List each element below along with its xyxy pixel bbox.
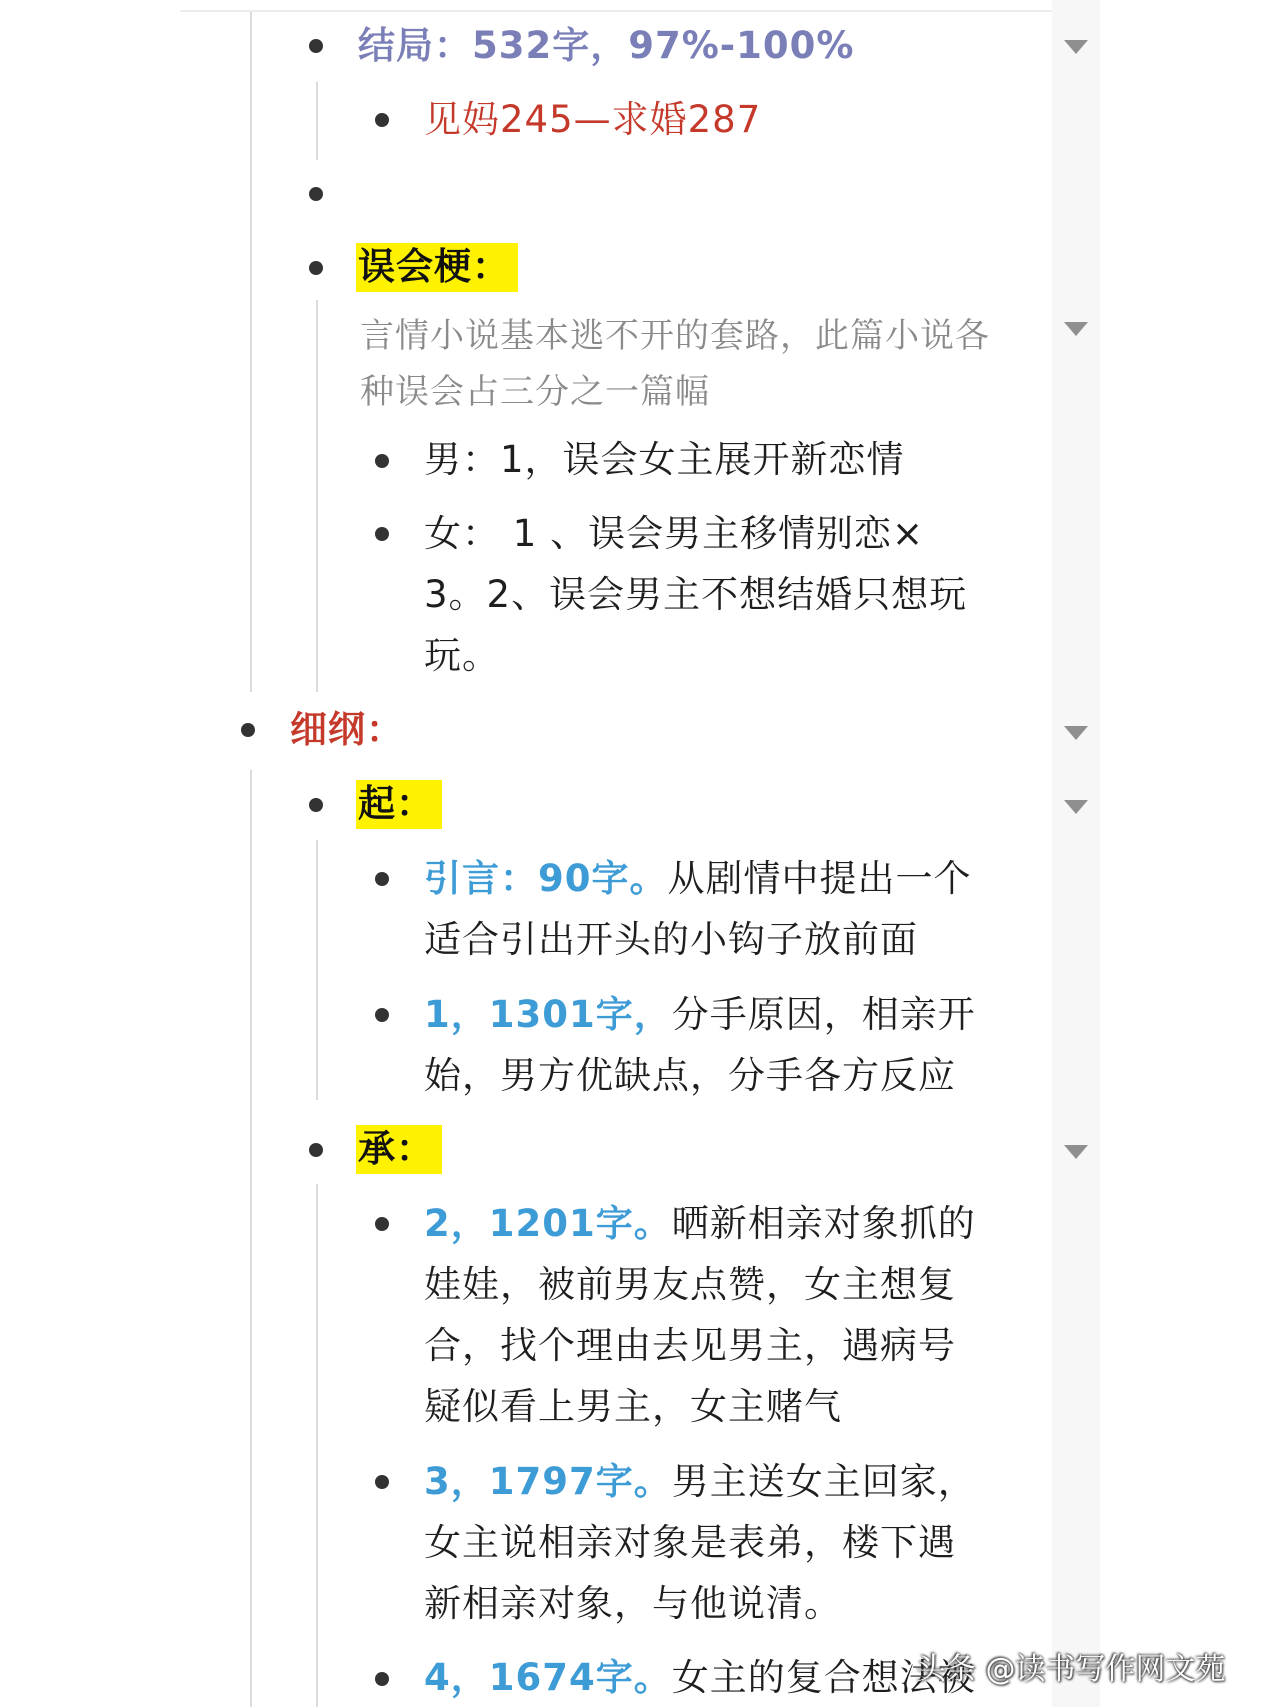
caret-down-icon[interactable]	[1064, 800, 1088, 814]
guide-line-detail	[250, 770, 252, 1707]
collapse-gutter	[1052, 0, 1100, 1707]
chapter-1-text: 分手原因，相亲开	[671, 993, 976, 1036]
female-item-line: 3。2、误会男主不想结婚只想玩	[424, 573, 968, 616]
intro-text-line: 适合引出开头的小钩子放前面	[424, 918, 918, 961]
bullet-dot	[375, 113, 389, 127]
chapter-4-text: 女主的复合想法被	[671, 1656, 976, 1699]
chapter-4-item[interactable]	[424, 1648, 976, 1708]
caret-down-icon[interactable]	[1064, 40, 1088, 54]
chapter-2-text-line: 疑似看上男主，女主赌气	[424, 1385, 842, 1428]
bullet-dot	[375, 1217, 389, 1231]
bullet-dot	[375, 1475, 389, 1489]
caret-down-icon[interactable]	[1064, 1145, 1088, 1159]
chapter-2-text-line: 娃娃，被前男友点赞，女主想复	[424, 1263, 956, 1306]
top-divider	[180, 10, 1100, 12]
caret-down-icon[interactable]	[1064, 322, 1088, 336]
chapter-3-text: 男主送女主回家，	[671, 1460, 976, 1503]
chapter-2-text: 晒新相亲对象抓的	[671, 1202, 976, 1245]
bullet-dot	[375, 872, 389, 886]
guide-line-qi	[316, 840, 318, 1100]
chapter-1-text-line: 始，男方优缺点，分手各方反应	[424, 1054, 956, 1097]
chapter-2-text-line: 合，找个理由去见男主，遇病号	[424, 1324, 956, 1367]
chapter-3-text-line: 女主说相亲对象是表弟，楼下遇	[424, 1521, 956, 1564]
bullet-dot	[241, 723, 255, 737]
note-line: 种误会占三分之一篇幅	[360, 372, 710, 412]
ending-node[interactable]: 结局：532字，97%-100%	[358, 24, 855, 67]
chapter-2-prefix: 2，1201字。	[424, 1202, 672, 1245]
bullet-dot	[309, 187, 323, 201]
chapter-3-item[interactable]	[424, 1452, 976, 1512]
ending-sub-node[interactable]: 见妈245—求婚287	[424, 98, 762, 141]
intro-prefix: 引言：90字。	[424, 857, 668, 900]
chapter-4-prefix: 4，1674字。	[424, 1656, 672, 1699]
guide-line-level1	[250, 12, 252, 692]
cheng-label: 承：	[356, 1125, 442, 1174]
caret-down-icon[interactable]	[1064, 726, 1088, 740]
guide-line-ending	[316, 82, 318, 160]
intro-text: 从剧情中提出一个	[667, 857, 972, 900]
guide-line-misunderstanding	[316, 300, 318, 692]
bullet-dot	[309, 798, 323, 812]
bullet-dot	[375, 454, 389, 468]
qi-label: 起：	[356, 780, 442, 829]
misunderstanding-node[interactable]	[356, 237, 518, 297]
chapter-1-prefix: 1，1301字，	[424, 993, 672, 1036]
bullet-dot	[309, 39, 323, 53]
female-item-line[interactable]: 女： 1 、误会男主移情别恋×	[424, 512, 925, 555]
chapter-3-prefix: 3，1797字。	[424, 1460, 672, 1503]
guide-line-cheng	[316, 1184, 318, 1707]
bullet-dot	[309, 261, 323, 275]
cheng-node[interactable]	[356, 1119, 442, 1179]
bullet-dot	[375, 527, 389, 541]
chapter-1-item[interactable]	[424, 985, 976, 1045]
chapter-2-item[interactable]	[424, 1194, 976, 1254]
intro-item[interactable]	[424, 849, 972, 909]
watermark: 头条 @读书写作网文苑	[916, 1652, 1226, 1687]
bullet-dot	[375, 1008, 389, 1022]
chapter-3-text-line: 新相亲对象，与他说清。	[424, 1582, 842, 1625]
detail-outline-node[interactable]: 细纲：	[290, 708, 404, 751]
bullet-dot	[309, 1143, 323, 1157]
bullet-dot	[375, 1672, 389, 1686]
female-item-line: 玩。	[424, 634, 500, 677]
qi-node[interactable]	[356, 774, 442, 834]
misunderstanding-label: 误会梗：	[356, 243, 518, 292]
male-item[interactable]: 男：1，误会女主展开新恋情	[424, 438, 905, 481]
note-line: 言情小说基本逃不开的套路，此篇小说各	[360, 316, 990, 356]
